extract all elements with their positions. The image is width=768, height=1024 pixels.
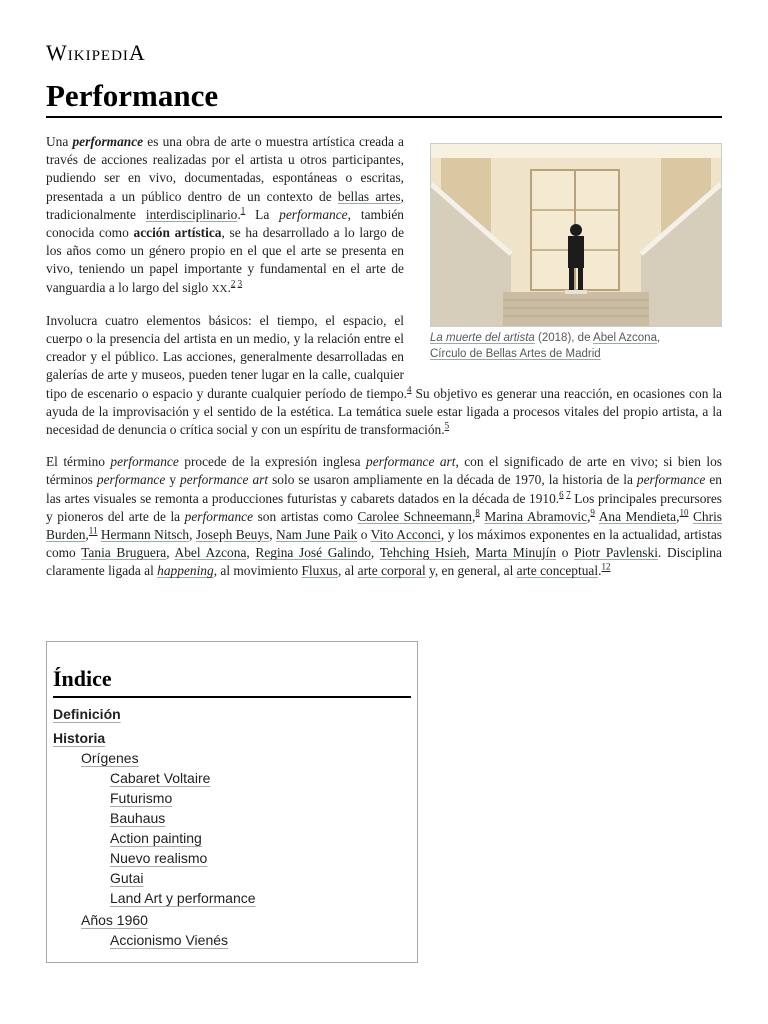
ref-1[interactable]: 1 <box>240 205 246 216</box>
paragraph-3: El término performance procede de la expresión inglesa performance art, con el significado de arte en vivo; si bien los términos performance y performance art solo se usaron ampliamente en la década de 1970, la historia de la performance en las artes visuales se remonta a producciones futuristas y cabarets datados en la década de 1910.$^{6 7}$ Los principales precursores y pioneros del arte de la performance son artistas como Carolee Schneemann,$^8$ Marina Abramovic,$^9$ Ana Mendieta,$^{10}$ Chris Burden,$^{11}$ Hermann Nitsch, Joseph Beuys, Nam June Paik o Vito Acconci, y los máximos exponentes en la actualidad, artistas como Tania Bruguera, Abel Azcona, Regina José Galindo, Tehching Hsieh, Marta Minujín o Piotr Pavlenski. Disciplina claramente ligada al happening, al movimiento Fluxus, al arte corporal y, en general, al arte conceptual.$^{12}$ <box>46 454 723 579</box>
page-title: Performance <box>46 76 722 118</box>
link-artist[interactable]: Piotr Pavlenski <box>574 545 658 561</box>
toc-item[interactable]: Historia <box>53 730 106 746</box>
toc-item[interactable]: Action painting <box>110 830 202 846</box>
link-happening[interactable]: happening <box>157 563 214 579</box>
paragraph-2: Involucra cuatro elementos básicos: el tiempo, el espacio, el cuerpo o la presencia del artista en un medio, y la relación entre el creador y el público. Las acciones, generalmente desarrolladas en galerías de arte y museos, pueden tener lugar en la calle, cualquier tipo de escenario o espacio y durante cualquier período de tiempo.$^4$ Su objetivo es generar una reacción, en ocasiones con la ayuda de la improvisación y el sentido de la estética. La temática suele estar ligada a procesos vitales del propio artista, a la necesidad de denuncia o crítica social y con un espíritu de transformación.$^5$ <box>46 312 722 438</box>
link-bellas-artes[interactable]: bellas artes <box>337 188 401 204</box>
link-interdisciplinario[interactable]: interdisciplinario <box>145 206 238 222</box>
toc-item[interactable]: Años 1960 <box>81 912 148 928</box>
link-artist[interactable]: Marta Minujín <box>475 545 557 561</box>
ref-7[interactable]: 7 <box>566 489 571 500</box>
link-arte-corporal[interactable]: arte corporal <box>357 563 426 579</box>
link-artist[interactable]: Regina José Galindo <box>255 545 371 561</box>
toc-item[interactable]: Nuevo realismo <box>110 850 208 866</box>
paragraph-1: Una performance es una obra de arte o muestra artística creada a través de acciones realizadas por el artista u otros participantes, pudiendo ser en vivo, documentadas, espontáneas o escritas, presentada a un público dentro de un contexto de bellas artes, tradicionalmente interdisciplinario.$^1$ La performance, también conocida como acción artística, se ha desarrollado a lo largo de los años como un género propio en el que el arte se presenta en vivo, teniendo un papel importante y fundamental en el arte de vanguardia a lo largo del siglo XX.$^{2 3}$ <box>46 134 405 295</box>
toc-item[interactable]: Bauhaus <box>110 810 166 826</box>
ref-2[interactable]: 2 <box>230 278 236 289</box>
image-caption: La muerte del artista (2018), de Abel Azcona, Círculo de Bellas Artes de Madrid <box>430 332 661 360</box>
ref-6[interactable]: 6 <box>559 489 564 500</box>
ref-5[interactable]: 5 <box>444 420 450 431</box>
link-artist[interactable]: Abel Azcona <box>174 545 247 561</box>
ref-11[interactable]: 11 <box>88 525 98 536</box>
wikipedia-logo[interactable]: WikipediA <box>46 40 146 65</box>
ref-8[interactable]: 8 <box>475 507 480 518</box>
link-artist[interactable]: Chris Burden <box>46 508 723 543</box>
ref-3[interactable]: 3 <box>237 278 243 289</box>
link-fluxus[interactable]: Fluxus <box>301 563 338 579</box>
toc-item[interactable]: Futurismo <box>110 790 173 806</box>
caption-author-link[interactable]: Abel Azcona <box>593 332 657 344</box>
infobox <box>430 143 722 362</box>
link-artist[interactable]: Marina Abramovic <box>484 508 588 524</box>
staircase-photo-icon[interactable] <box>430 143 722 327</box>
toc-item[interactable]: Cabaret Voltaire <box>110 770 211 786</box>
link-arte-conceptual[interactable]: arte conceptual <box>516 563 599 579</box>
toc-item[interactable]: Definición <box>53 706 121 722</box>
caption-title-link[interactable]: La muerte del artista <box>430 332 535 344</box>
article-body <box>46 133 722 595</box>
toc-item[interactable]: Orígenes <box>81 750 139 766</box>
caption-place-link[interactable]: Círculo de Bellas Artes de Madrid <box>430 348 601 360</box>
table-of-contents <box>46 641 418 963</box>
link-artist[interactable]: Ana Mendieta <box>598 508 677 524</box>
ref-10[interactable]: 10 <box>679 507 689 518</box>
link-artist[interactable]: Joseph Beuys <box>195 527 270 543</box>
ref-9[interactable]: 9 <box>590 507 595 518</box>
link-artist[interactable]: Nam June Paik <box>276 527 358 543</box>
toc-list <box>47 704 417 950</box>
toc-item[interactable]: Land Art y performance <box>110 890 256 906</box>
toc-item[interactable]: Gutai <box>110 870 144 886</box>
toc-item[interactable]: Accionismo Vienés <box>110 932 229 948</box>
link-artist[interactable]: Tehching Hsieh <box>379 545 467 561</box>
link-artist[interactable]: Vito Acconci <box>370 527 441 543</box>
toc-title: Índice <box>53 666 411 698</box>
link-artist[interactable]: Hermann Nitsch <box>100 527 190 543</box>
ref-12[interactable]: 12 <box>601 562 611 572</box>
link-artist[interactable]: Carolee Schneemann <box>357 508 472 524</box>
ref-4[interactable]: 4 <box>407 384 412 395</box>
link-artist[interactable]: Tania Bruguera <box>81 545 167 561</box>
